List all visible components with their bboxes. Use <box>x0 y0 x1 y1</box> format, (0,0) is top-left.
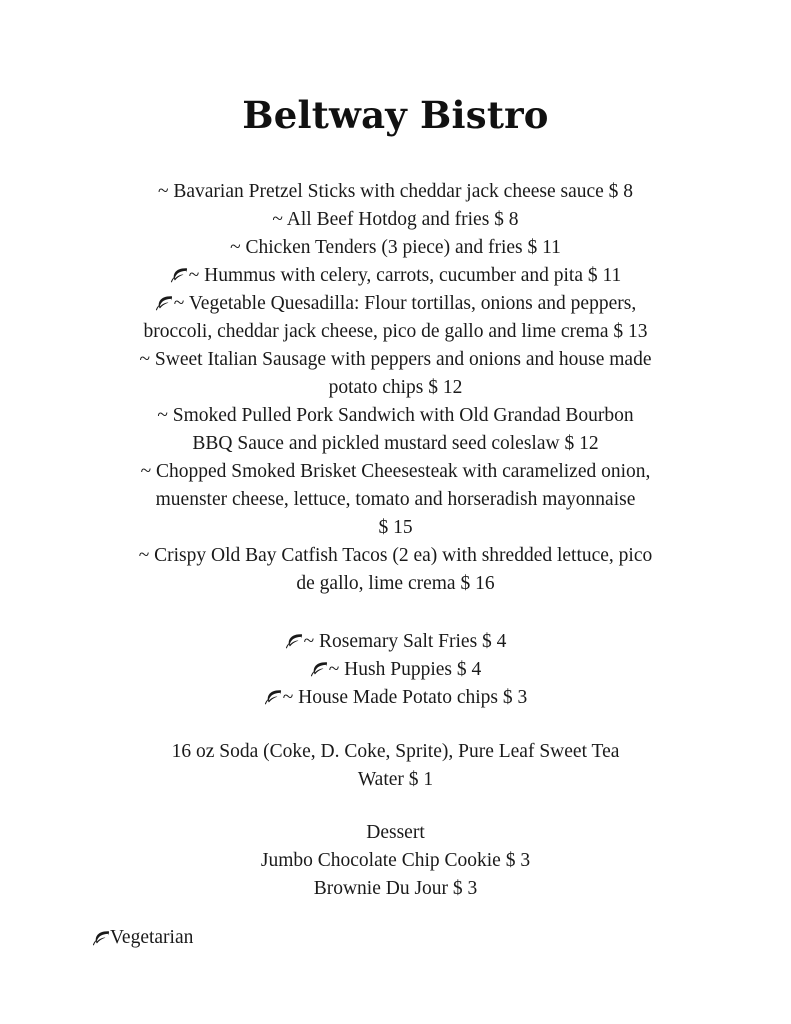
menu-item-line: ~ Rosemary Salt Fries $ 4 <box>303 631 507 652</box>
menu-item-line: Water $ 1 <box>357 769 434 790</box>
menu-item-line: ~ Sweet Italian Sausage with peppers and onions and house made <box>139 349 652 370</box>
vegetarian-legend <box>46 925 745 951</box>
menu-item-line: ~ Bavarian Pretzel Sticks with cheddar jack cheese sauce $ 8 <box>157 181 634 202</box>
menu-item <box>46 290 745 346</box>
menu-item-line: de gallo, lime crema $ 16 <box>296 573 495 594</box>
menu-item-line: ~ Chicken Tenders (3 piece) and fries $ 11 <box>230 237 561 258</box>
menu-item-line: $ 15 <box>378 517 413 538</box>
menu-item <box>46 458 745 542</box>
leaf-icon <box>310 660 328 678</box>
menu-item-line: ~ Vegetable Quesadilla: Flour tortillas, onions and peppers, <box>173 293 637 314</box>
menu-item <box>46 346 745 402</box>
leaf-icon <box>155 294 173 312</box>
menu-item-line: ~ Hush Puppies $ 4 <box>328 659 482 680</box>
page-title: Beltway Bistro <box>242 93 549 137</box>
menu-item <box>46 234 745 262</box>
menu-item <box>46 402 745 458</box>
leaf-icon <box>264 688 282 706</box>
menu-section-sides <box>46 628 745 712</box>
menu-item-line: Brownie Du Jour $ 3 <box>313 878 478 899</box>
menu-item-line: Jumbo Chocolate Chip Cookie $ 3 <box>260 850 531 871</box>
menu-item-line: ~ Smoked Pulled Pork Sandwich with Old Grandad Bourbon <box>157 405 634 426</box>
menu-item-line: ~ Crispy Old Bay Catfish Tacos (2 ea) with shredded lettuce, pico <box>138 545 653 566</box>
menu-item <box>46 542 745 598</box>
menu-item <box>46 656 745 684</box>
leaf-icon <box>170 266 188 284</box>
menu-section-entrees <box>46 178 745 598</box>
menu-item-line: BBQ Sauce and pickled mustard seed coleslaw $ 12 <box>192 433 599 454</box>
menu-item-line: potato chips $ 12 <box>328 377 463 398</box>
leaf-icon <box>285 632 303 650</box>
dessert-heading: Dessert <box>366 822 425 843</box>
menu-item-line: broccoli, cheddar jack cheese, pico de gallo and lime crema $ 13 <box>143 321 648 342</box>
menu-section-dessert <box>46 819 745 903</box>
menu-item <box>46 628 745 656</box>
menu-item-line: ~ Hummus with celery, carrots, cucumber and pita $ 11 <box>188 265 622 286</box>
menu-item <box>46 819 745 903</box>
menu-item-line: ~ Chopped Smoked Brisket Cheesesteak with caramelized onion, <box>140 461 651 482</box>
menu-item-line: 16 oz Soda (Coke, D. Coke, Sprite), Pure Leaf Sweet Tea <box>171 741 620 762</box>
leaf-icon <box>92 929 110 947</box>
menu-item <box>46 178 745 206</box>
menu-item <box>46 206 745 234</box>
menu-item-line: ~ House Made Potato chips $ 3 <box>282 687 528 708</box>
vegetarian-legend-label: Vegetarian <box>110 927 194 948</box>
menu-item-line: ~ All Beef Hotdog and fries $ 8 <box>272 209 519 230</box>
menu-item <box>46 684 745 712</box>
menu-section-drinks <box>46 738 745 794</box>
menu-item <box>46 738 745 794</box>
menu-item-line: muenster cheese, lettuce, tomato and horseradish mayonnaise <box>155 489 636 510</box>
menu-item <box>46 262 745 290</box>
